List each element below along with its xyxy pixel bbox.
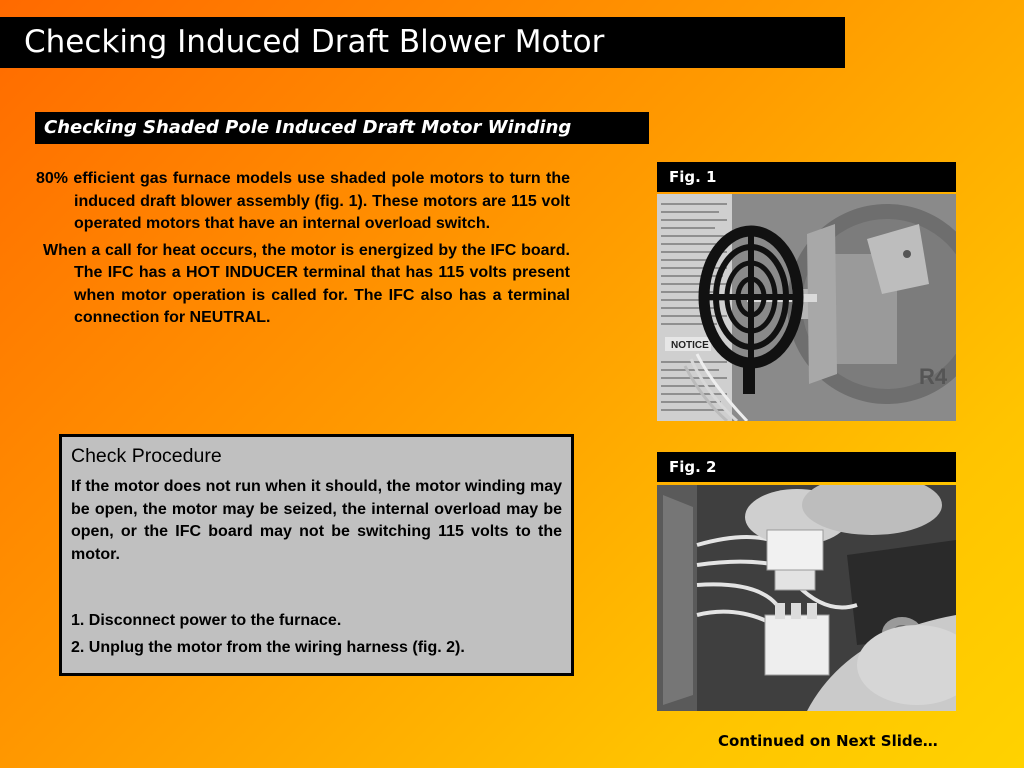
check-procedure-box — [59, 434, 574, 676]
section-subtitle: Checking Shaded Pole Induced Draft Motor Winding — [35, 112, 649, 144]
slide-title: Checking Induced Draft Blower Motor — [0, 17, 845, 68]
body-text — [36, 168, 570, 334]
fig2-label: Fig. 2 — [657, 452, 956, 482]
procedure-step: 1. Disconnect power to the furnace. — [71, 612, 342, 629]
procedure-step: 2. Unplug the motor from the wiring harness (fig. 2). — [71, 638, 465, 656]
fig2-photo — [657, 485, 956, 711]
paragraph-call-for-heat: When a call for heat occurs, the motor is energized by the IFC board. The IFC has a HOT INDUCER terminal that has 115 volts present when motor operation is called for. The IFC also has a terminal connection for NEUTRAL. — [43, 241, 570, 326]
check-procedure-description: If the motor does not run when it should, the motor winding may be open, the motor may be seized, the internal overload may be open, or the IFC board may not be switching 115 volts to the motor. — [71, 478, 562, 563]
fig1-photo — [657, 194, 956, 421]
svg-text:R4: R4 — [919, 364, 948, 389]
check-procedure-title: Check Procedure — [71, 445, 222, 467]
wiring-harness-photo — [657, 485, 956, 711]
fig1-label: Fig. 1 — [657, 162, 956, 192]
svg-text:NOTICE: NOTICE — [671, 340, 709, 351]
continued-note: Continued on Next Slide… — [718, 732, 938, 750]
blower-motor-photo — [657, 194, 956, 421]
paragraph-efficiency: 80% efficient gas furnace models use shaded pole motors to turn the induced draft blower assembly (fig. 1). These motors are 115 volt operated motors that have an internal overload switch. — [36, 170, 570, 232]
